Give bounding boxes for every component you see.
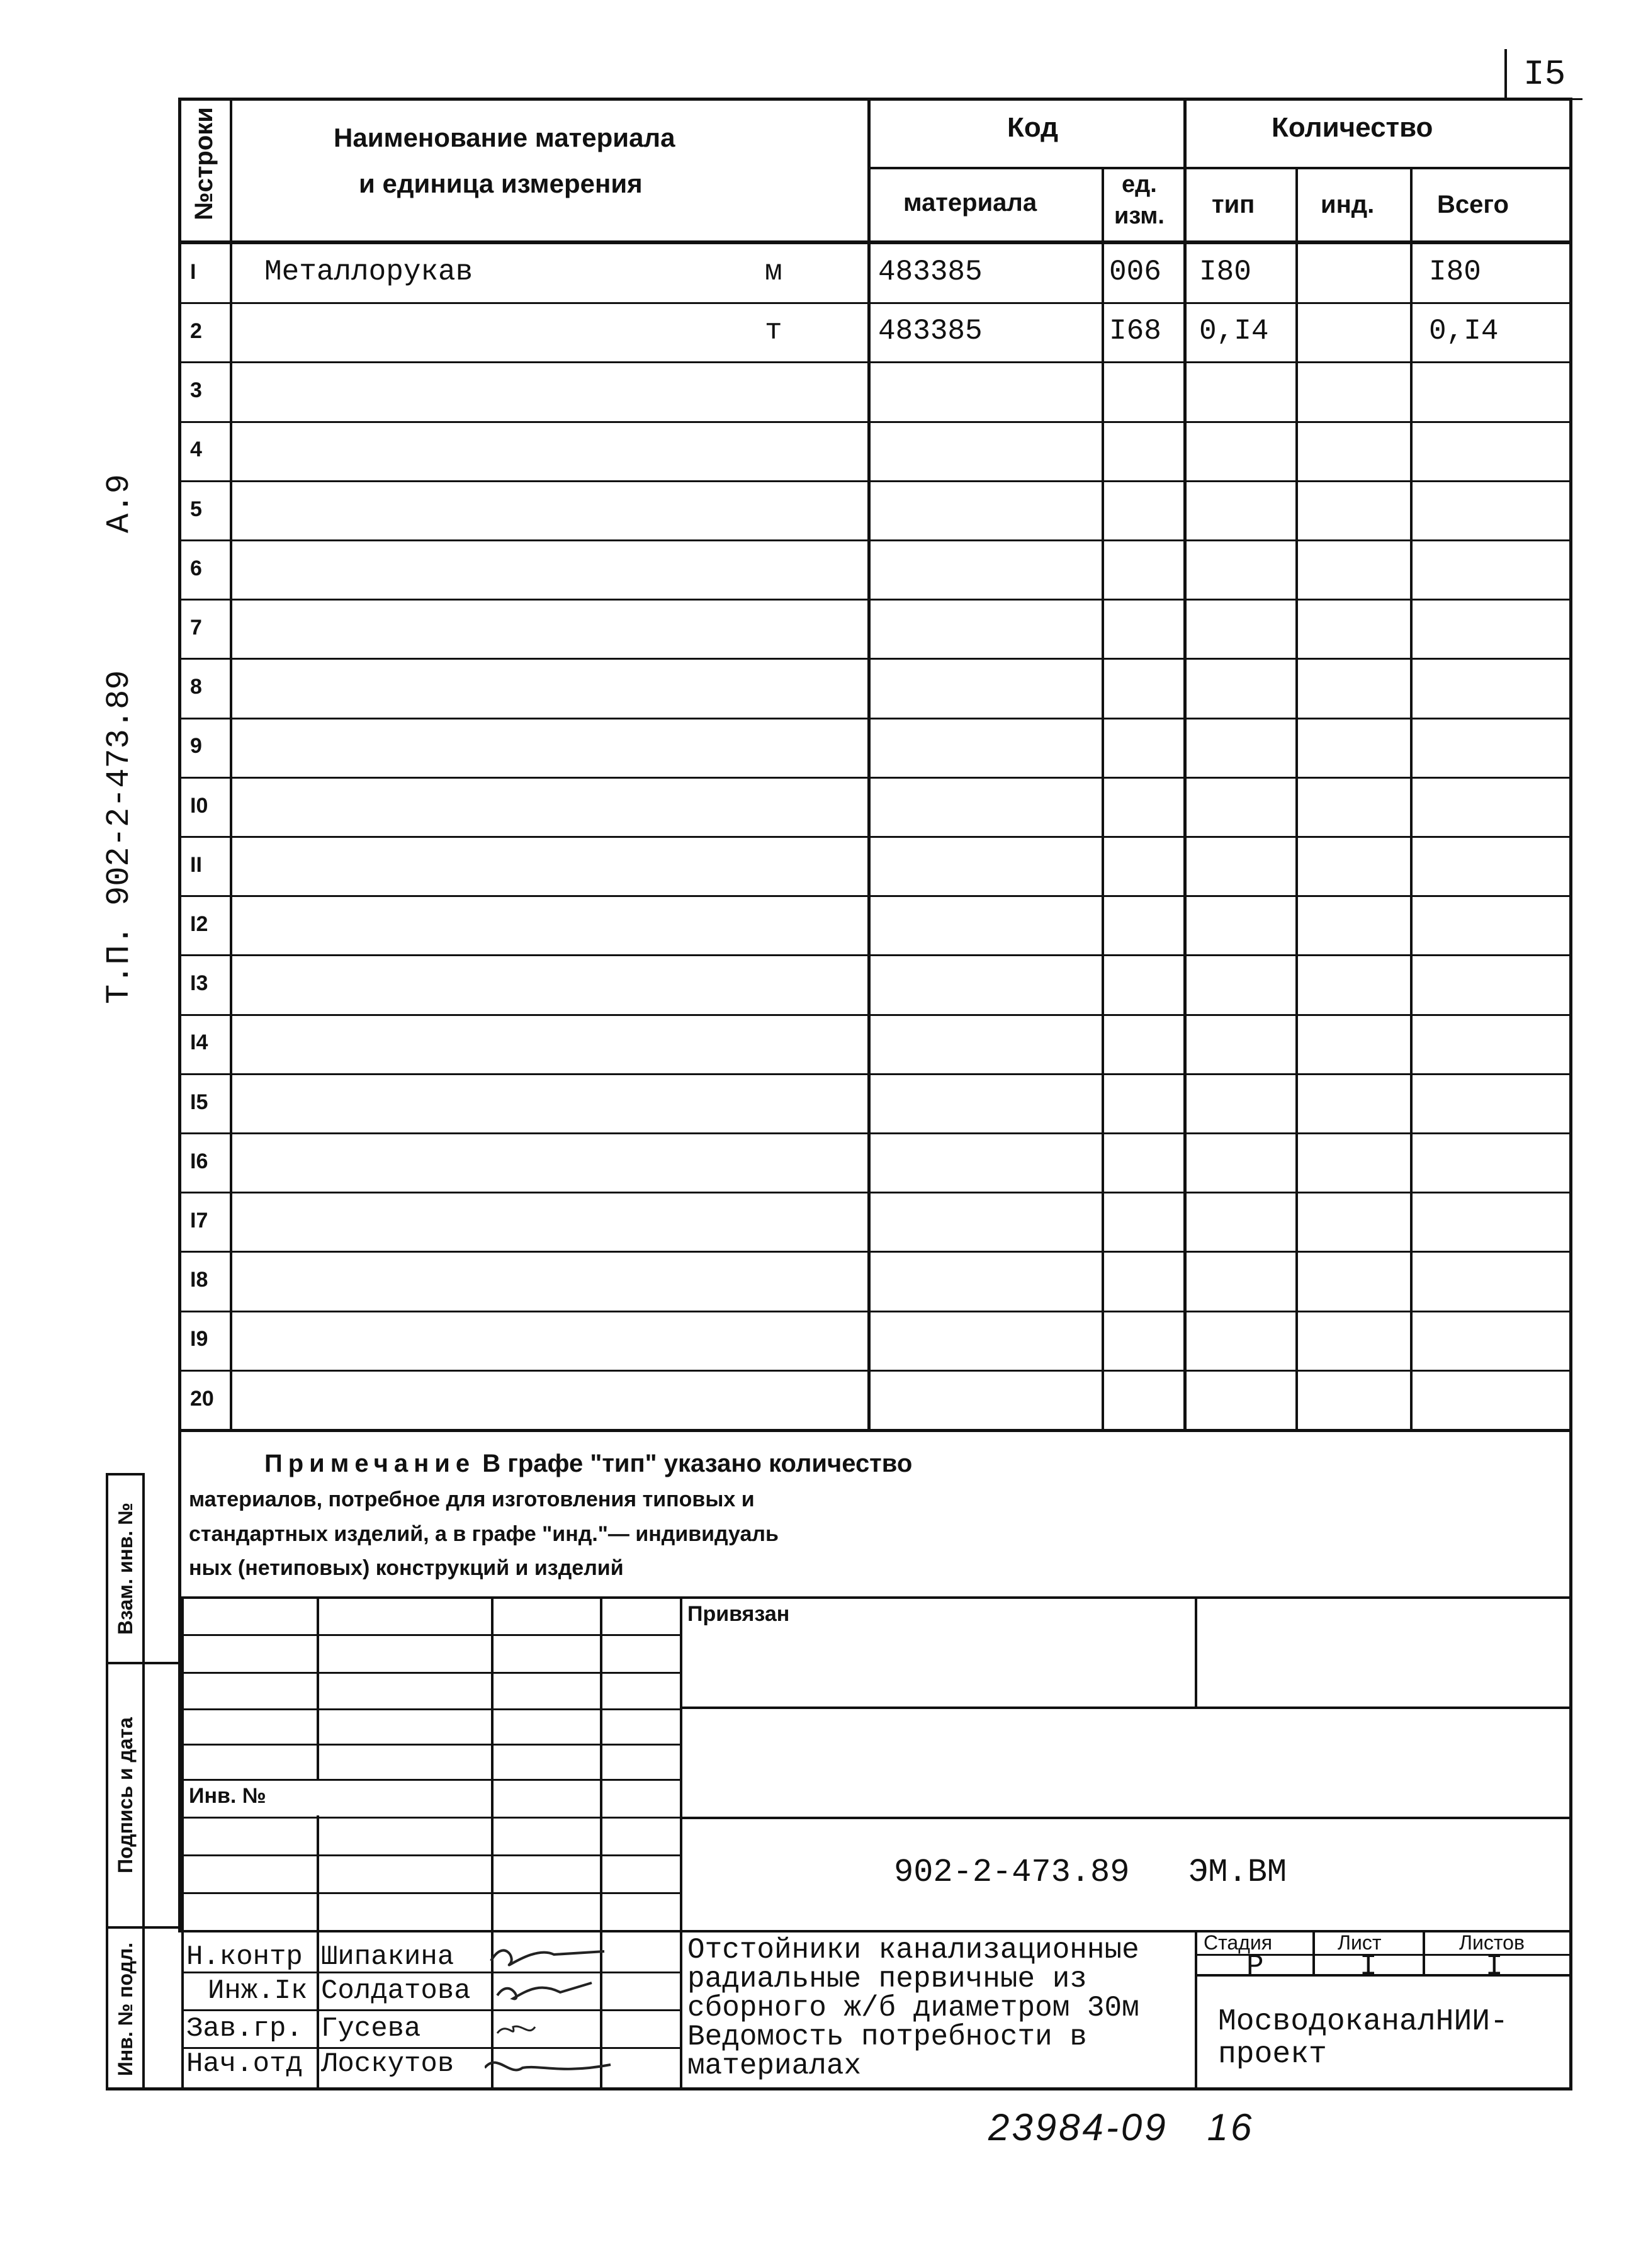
title-line-5: материалах — [687, 2050, 862, 2082]
signer-role-1: Н.контр — [186, 1941, 303, 1973]
row-number: I2 — [190, 912, 208, 936]
stage-value: Р — [1246, 1950, 1264, 1983]
signer-role-3: Зав.гр. — [186, 2013, 303, 2045]
privyazan-label: Привязан — [687, 1602, 790, 1626]
row-material-code: 483385 — [878, 256, 983, 288]
row-number: I9 — [190, 1327, 208, 1351]
row-number: 6 — [190, 556, 202, 580]
sheet-label: Лист — [1338, 1931, 1382, 1954]
org-line-2: проект — [1218, 2038, 1327, 2072]
header-code-unit-1: ед. — [1122, 171, 1157, 198]
row-number: I6 — [190, 1149, 208, 1173]
title-line-2: радиальные первичные из — [687, 1963, 1087, 1995]
row-number: I — [190, 260, 196, 284]
header-qty-type: тип — [1212, 191, 1255, 218]
signer-name-4: Лоскутов — [321, 2048, 454, 2080]
row-unit: т — [765, 315, 782, 347]
page-number: I5 — [1523, 54, 1566, 94]
row-qty-type: 0,I4 — [1199, 315, 1269, 347]
row-number: 8 — [190, 675, 202, 699]
header-qty-ind: инд. — [1321, 191, 1375, 218]
note-line-3: стандартных изделий, а в графе "инд."— индивидуаль — [189, 1522, 779, 1546]
note-line-4: ных (нетиповых) конструкций и изделий — [189, 1556, 624, 1580]
title-line-3: сборного ж/б диаметром 30м — [687, 1992, 1139, 2024]
row-number: 4 — [190, 437, 202, 461]
signer-name-3: Гусева — [321, 2013, 421, 2045]
header-code-material: материала — [903, 189, 1037, 217]
row-unit: м — [765, 256, 782, 288]
row-number: 2 — [190, 319, 202, 343]
row-qty-type: I80 — [1199, 256, 1251, 288]
stamp-side-label-2: Подпись и дата — [114, 1717, 137, 1873]
header-material-name-1: Наименование материала — [334, 123, 675, 152]
signer-name-1: Шипакина — [321, 1941, 454, 1973]
row-number: I7 — [190, 1209, 208, 1233]
stage-label: Стадия — [1204, 1931, 1273, 1954]
row-number: 5 — [190, 497, 202, 521]
row-unit-code: 006 — [1109, 256, 1161, 288]
title-line-4: Ведомость потребности в — [687, 2021, 1087, 2053]
header-code: Код — [1007, 112, 1059, 143]
row-number: 7 — [190, 616, 202, 640]
inv-no-label: Инв. № — [189, 1784, 266, 1808]
document-code: 902-2-473.89 ЭМ.ВМ — [894, 1854, 1287, 1891]
signatures-graphic — [485, 1932, 623, 2090]
note-title: Примечание — [264, 1450, 476, 1477]
sheet-value: I — [1360, 1950, 1377, 1983]
row-number: II — [190, 853, 202, 877]
side-album-label: А.9 — [101, 474, 138, 533]
signer-role-4: Нач.отд — [186, 2048, 303, 2080]
signer-name-2: Солдатова — [321, 1975, 471, 2007]
row-number: I5 — [190, 1090, 208, 1114]
note-line-2: материалов, потребное для изготовления типовых и — [189, 1487, 755, 1511]
row-number: I0 — [190, 794, 208, 818]
row-qty-total: 0,I4 — [1429, 315, 1499, 347]
row-qty-total: I80 — [1429, 256, 1481, 288]
row-unit-code: I68 — [1109, 315, 1161, 347]
side-project-label: Т.П. 902-2-473.89 — [101, 670, 138, 1004]
header-row-number: №строки — [190, 107, 218, 220]
org-line-1: МосводоканалНИИ- — [1218, 2005, 1508, 2039]
header-qty-total: Всего — [1437, 191, 1509, 218]
stamp-side-label-1: Взам. инв. № — [114, 1503, 137, 1635]
sheets-label: Листов — [1459, 1931, 1525, 1954]
row-number: 3 — [190, 378, 202, 402]
sheets-value: I — [1486, 1950, 1503, 1983]
signer-role-2: Инж.Iк — [208, 1975, 308, 2007]
row-number: I8 — [190, 1268, 208, 1292]
header-code-unit-2: изм. — [1114, 203, 1165, 229]
header-material-name-2: и единица измерения — [359, 169, 643, 198]
row-material-name: Металлорукав — [264, 256, 473, 288]
row-number: I4 — [190, 1030, 208, 1054]
row-number: 20 — [190, 1387, 214, 1411]
row-material-code: 483385 — [878, 315, 983, 347]
footer-number: 23984-09 16 — [988, 2106, 1255, 2148]
header-quantity: Количество — [1272, 112, 1433, 143]
title-line-1: Отстойники канализационные — [687, 1934, 1139, 1966]
note-line-1: В графе "тип" указано количество — [482, 1450, 913, 1477]
stamp-side-label-3: Инв. № подл. — [114, 1942, 137, 2077]
row-number: 9 — [190, 734, 202, 758]
row-number: I3 — [190, 971, 208, 995]
